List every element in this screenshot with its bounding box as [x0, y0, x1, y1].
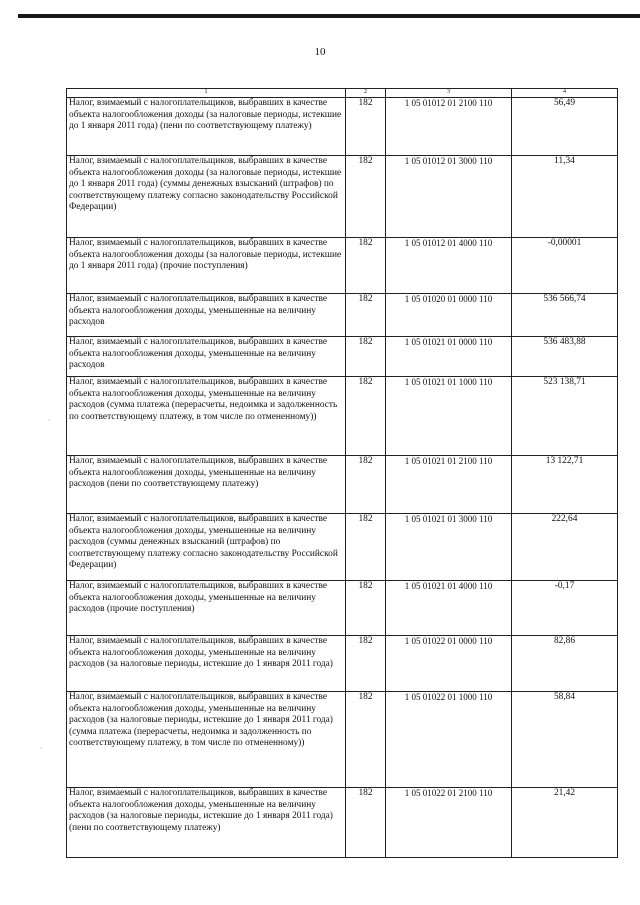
cell-amount: 56,49	[512, 98, 618, 156]
cell-admin-code: 182	[346, 294, 386, 337]
cell-admin-code: 182	[346, 98, 386, 156]
cell-name: Налог, взимаемый с налогоплательщиков, выбравших в качестве объекта налогообложения доходы, уменьшенные на величину расходов (за налоговые периоды, истекшие до 1 января 2011 года) (сумма платежа (перерасчеты, недоимка и задолженность по соответствующему платежу, в том числе по отмененному))	[67, 692, 346, 788]
cell-budget-code: 1 05 01022 01 0000 110	[386, 636, 512, 692]
table-row	[67, 788, 618, 858]
cell-budget-code: 1 05 01020 01 0000 110	[386, 294, 512, 337]
cell-admin-code: 182	[346, 514, 386, 581]
cell-budget-code: 1 05 01021 01 3000 110	[386, 514, 512, 581]
cell-admin-code: 182	[346, 156, 386, 238]
cell-name: Налог, взимаемый с налогоплательщиков, выбравших в качестве объекта налогообложения доходы (за налоговые периоды, истекшие до 1 января 2011 года) (пени по соответствующему платежу)	[67, 98, 346, 156]
cell-amount: 523 138,71	[512, 377, 618, 456]
table-row	[67, 636, 618, 692]
cell-admin-code: 182	[346, 377, 386, 456]
cell-admin-code: 182	[346, 238, 386, 294]
cell-amount: 82,86	[512, 636, 618, 692]
cell-name: Налог, взимаемый с налогоплательщиков, выбравших в качестве объекта налогообложения доходы (за налоговые периоды, истекшие до 1 января 2011 года) (прочие поступления)	[67, 238, 346, 294]
table-row	[67, 337, 618, 377]
cell-amount: 13 122,71	[512, 456, 618, 514]
column-header: 4	[512, 89, 618, 98]
table-row	[67, 238, 618, 294]
table-row	[67, 294, 618, 337]
cell-admin-code: 182	[346, 788, 386, 858]
table-row	[67, 377, 618, 456]
cell-admin-code: 182	[346, 692, 386, 788]
header-row	[67, 89, 618, 98]
column-header: 1	[67, 89, 346, 98]
cell-budget-code: 1 05 01021 01 4000 110	[386, 581, 512, 636]
cell-amount: -0,00001	[512, 238, 618, 294]
cell-budget-code: 1 05 01022 01 1000 110	[386, 692, 512, 788]
cell-admin-code: 182	[346, 456, 386, 514]
table-row	[67, 581, 618, 636]
cell-name: Налог, взимаемый с налогоплательщиков, выбравших в качестве объекта налогообложения доходы, уменьшенные на величину расходов	[67, 294, 346, 337]
cell-budget-code: 1 05 01012 01 3000 110	[386, 156, 512, 238]
cell-name: Налог, взимаемый с налогоплательщиков, выбравших в качестве объекта налогообложения доходы, уменьшенные на величину расходов (прочие поступления)	[67, 581, 346, 636]
cell-amount: 21,42	[512, 788, 618, 858]
cell-name: Налог, взимаемый с налогоплательщиков, выбравших в качестве объекта налогообложения доходы, уменьшенные на величину расходов (пени по соответствующему платежу)	[67, 456, 346, 514]
cell-budget-code: 1 05 01021 01 2100 110	[386, 456, 512, 514]
cell-amount: 222,64	[512, 514, 618, 581]
cell-amount: 11,34	[512, 156, 618, 238]
column-header: 2	[346, 89, 386, 98]
margin-dot: ·	[40, 744, 43, 753]
table-row	[67, 456, 618, 514]
cell-admin-code: 182	[346, 636, 386, 692]
cell-name: Налог, взимаемый с налогоплательщиков, выбравших в качестве объекта налогообложения доходы, уменьшенные на величину расходов (за налоговые периоды, истекшие до 1 января 2011 года) (пени по соответствующему платежу)	[67, 788, 346, 858]
cell-amount: 536 483,88	[512, 337, 618, 377]
cell-amount: 58,84	[512, 692, 618, 788]
cell-budget-code: 1 05 01021 01 0000 110	[386, 337, 512, 377]
table-row	[67, 692, 618, 788]
cell-amount: -0,17	[512, 581, 618, 636]
column-header: 3	[386, 89, 512, 98]
cell-budget-code: 1 05 01012 01 4000 110	[386, 238, 512, 294]
cell-name: Налог, взимаемый с налогоплательщиков, выбравших в качестве объекта налогообложения доходы, уменьшенные на величину расходов (суммы денежных взысканий (штрафов) по соответствующему платежу согласно законодательству Российской Федерации)	[67, 514, 346, 581]
page-number: 10	[314, 46, 326, 58]
cell-budget-code: 1 05 01022 01 2100 110	[386, 788, 512, 858]
cell-admin-code: 182	[346, 337, 386, 377]
cell-admin-code: 182	[346, 581, 386, 636]
table-row	[67, 98, 618, 156]
cell-budget-code: 1 05 01021 01 1000 110	[386, 377, 512, 456]
cell-budget-code: 1 05 01012 01 2100 110	[386, 98, 512, 156]
table-row	[67, 156, 618, 238]
cell-name: Налог, взимаемый с налогоплательщиков, выбравших в качестве объекта налогообложения доходы (за налоговые периоды, истекшие до 1 января 2011 года) (суммы денежных взысканий (штрафов) по соответствующему платежу согласно законодательству Российской Федерации)	[67, 156, 346, 238]
cell-name: Налог, взимаемый с налогоплательщиков, выбравших в качестве объекта налогообложения доходы, уменьшенные на величину расходов	[67, 337, 346, 377]
revenue-table	[66, 88, 618, 858]
margin-dot: ·	[48, 416, 51, 425]
table-row	[67, 514, 618, 581]
cell-name: Налог, взимаемый с налогоплательщиков, выбравших в качестве объекта налогообложения доходы, уменьшенные на величину расходов (сумма платежа (перерасчеты, недоимка и задолженность по соответствующему платежу, в том числе по отмененному))	[67, 377, 346, 456]
cell-amount: 536 566,74	[512, 294, 618, 337]
cell-name: Налог, взимаемый с налогоплательщиков, выбравших в качестве объекта налогообложения доходы, уменьшенные на величину расходов (за налоговые периоды, истекшие до 1 января 2011 года)	[67, 636, 346, 692]
scan-top-border	[18, 14, 640, 18]
